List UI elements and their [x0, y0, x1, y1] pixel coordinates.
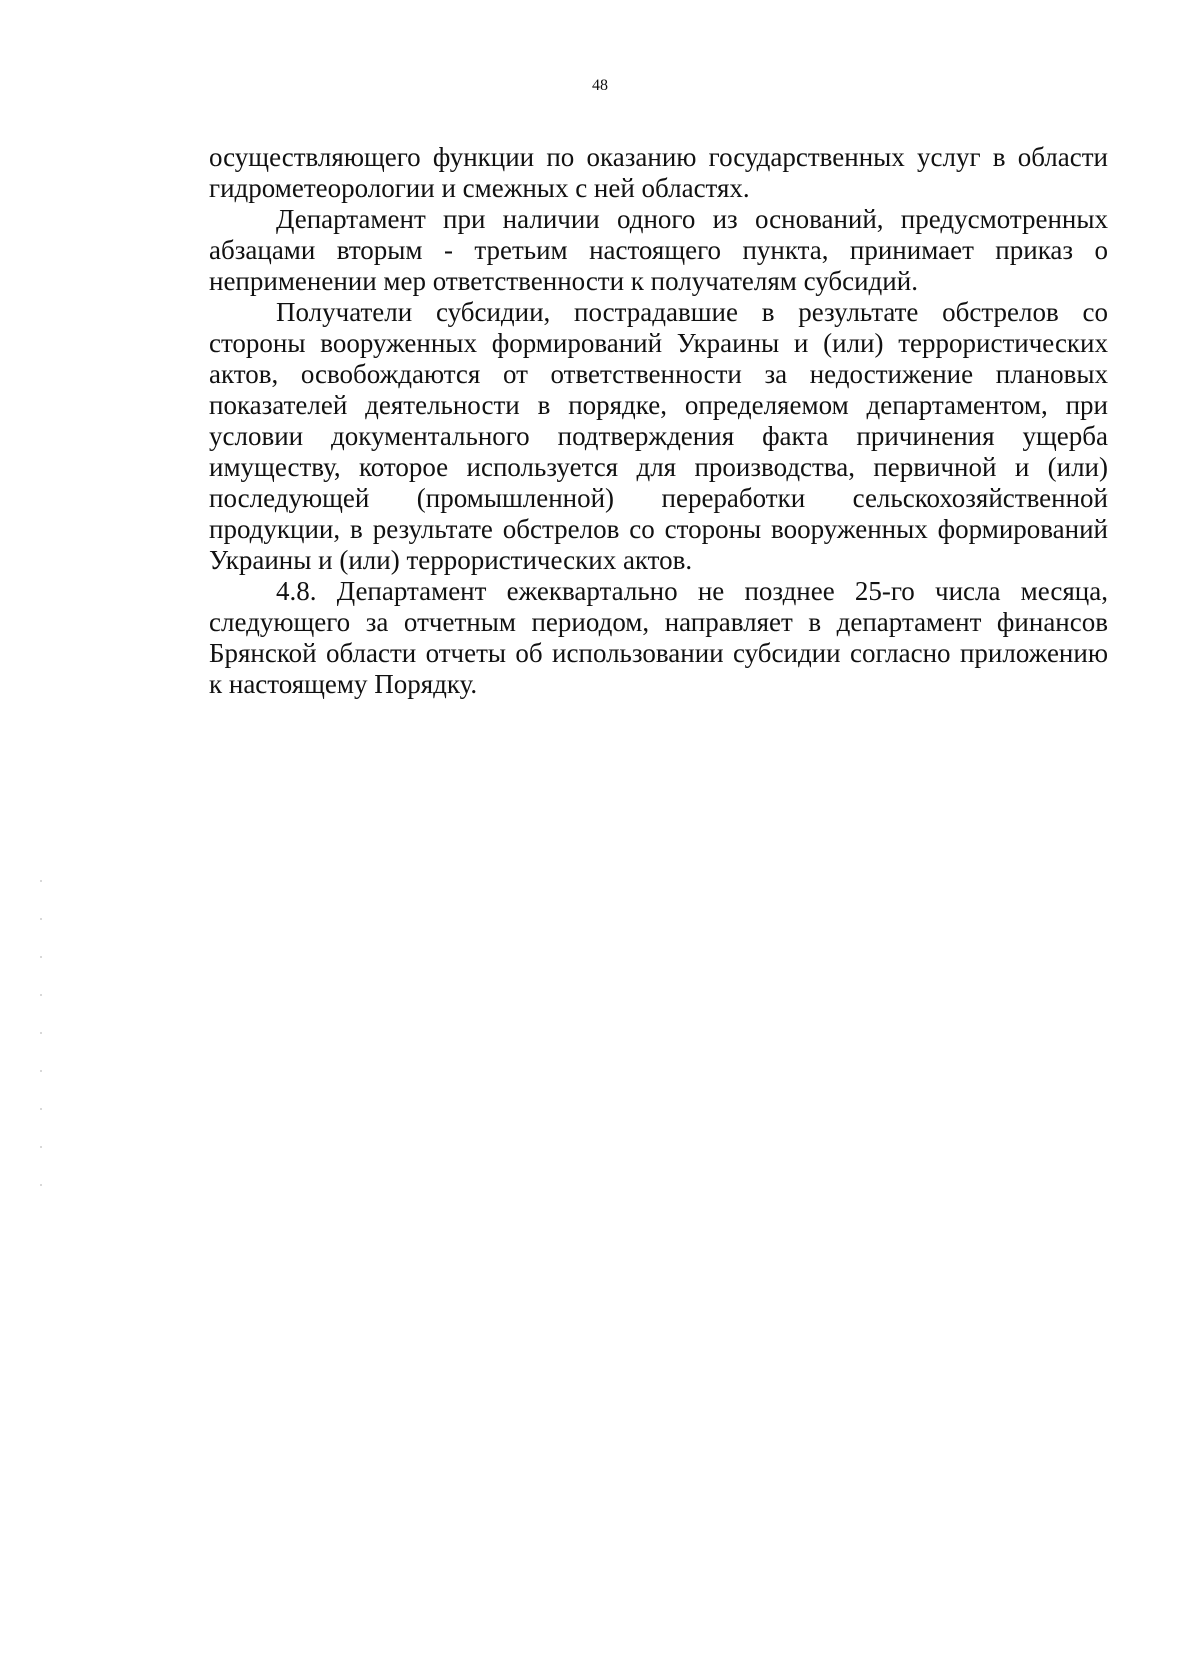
paragraph-department-order: Департамент при наличии одного из оснований, предусмотренных абзацами вторым - третьим настоящего пункта, принимает приказ о неприменении мер ответственности к получателям субсидий. [209, 204, 1108, 296]
paragraph-subsidy-recipients: Получатели субсидии, пострадавшие в результате обстрелов со стороны вооруженных формирований Украины и (или) террористических актов, освобождаются от ответственности за недостижение плановых показателей деятельности в порядке, определяемом департаментом, при условии документального подтверждения факта причинения ущерба имуществу, которое используется для производства, первичной и (или) последующей (промышленной) переработки сельскохозяйственной продукции, в результате обстрелов со стороны вооруженных формирований Украины и (или) террористических актов. [209, 297, 1108, 575]
scan-artifact [40, 880, 42, 1200]
paragraph-continuation: осуществляющего функции по оказанию государственных услуг в области гидрометеорологии и смежных с ней областях. [209, 142, 1108, 203]
page-number: 48 [592, 77, 608, 94]
paragraph-section-4-8: 4.8. Департамент ежеквартально не позднее 25-го числа месяца, следующего за отчетным периодом, направляет в департамент финансов Брянской области отчеты об использовании субсидии согласно приложению к настоящему Порядку. [209, 576, 1108, 699]
document-body [209, 142, 1108, 700]
